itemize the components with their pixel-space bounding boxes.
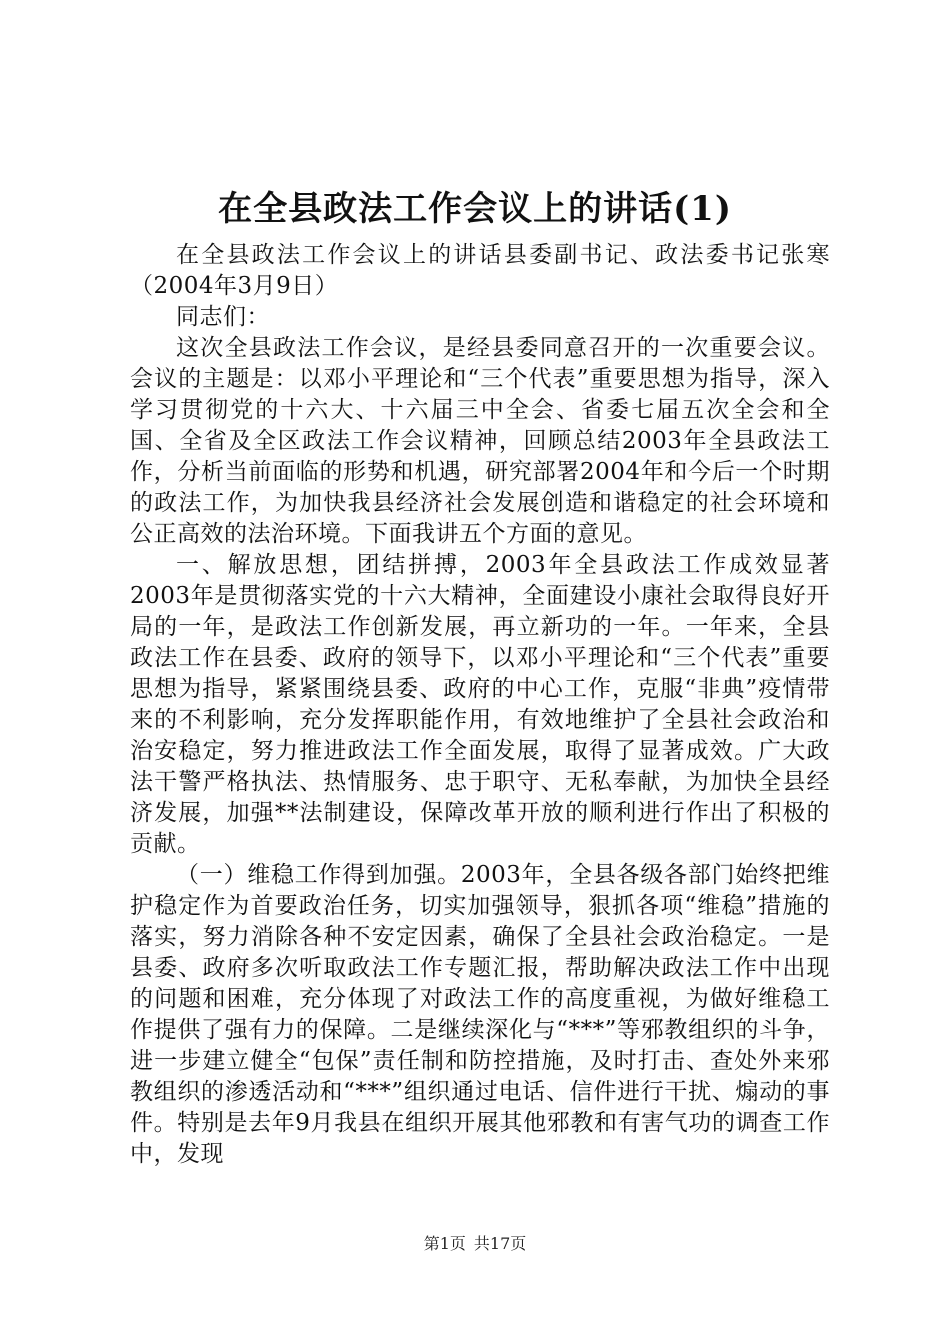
salutation: 同志们： — [176, 304, 270, 330]
page-total: 共17页 — [473, 1234, 527, 1253]
speaker-line: 在全县政法工作会议上的讲话县委副书记、政法委书记张寒（2004年3月9日） — [130, 242, 830, 299]
document-body — [130, 240, 830, 1170]
page-number: 第1页 — [423, 1234, 466, 1253]
body-paragraph: 这次全县政法工作会议，是经县委同意召开的一次重要会议。会议的主题是：以邓小平理论和“三个代表”重要思想为指导，深入学习贯彻党的十六大、十六届三中全会、省委七届五次全会和全国、全省及全区政法工作会议精神，回顾总结2003年全县政法工作，分析当前面临的形势和机遇，研究部署2004年和今后一个时期的政法工作，为加快我县经济社会发展创造和谐稳定的社会环境和公正高效的法治环境。下面我讲五个方面的意见。 — [130, 335, 830, 547]
body-paragraph: （一）维稳工作得到加强。2003年，全县各级各部门始终把维护稳定作为首要政治任务，切实加强领导，狠抓各项“维稳”措施的落实，努力消除各种不安定因素，确保了全县社会政治稳定。一是县委、政府多次听取政法工作专题汇报，帮助解决政法工作中出现的问题和困难，充分体现了对政法工作的高度重视，为做好维稳工作提供了强有力的保障。二是继续深化与“***”等邪教组织的斗争，进一步建立健全“包保”责任制和防控措施，及时打击、查处外来邪教组织的渗透活动和“***”组织通过电话、信件进行干扰、煽动的事件。特别是去年9月我县在组织开展其他邪教和有害气功的调查工作中，发现 — [130, 862, 830, 1167]
body-paragraph: 一、解放思想，团结拼搏，2003年全县政法工作成效显著2003年是贯彻落实党的十六大精神，全面建设小康社会取得良好开局的一年，是政法工作创新发展，再立新功的一年。一年来，全县政法工作在县委、政府的领导下，以邓小平理论和“三个代表”重要思想为指导，紧紧围绕县委、政府的中心工作，克服“非典”疫情带来的不利影响，充分发挥职能作用，有效地维护了全县社会政治和治安稳定，努力推进政法工作全面发展，取得了显著成效。广大政法干警严格执法、热情服务、忠于职守、无私奉献，为加快全县经济发展，加强**法制建设，保障改革开放的顺利进行作出了积极的贡献。 — [130, 552, 830, 857]
document-title: 在全县政法工作会议上的讲话(1) — [218, 189, 732, 229]
page-footer — [0, 1233, 950, 1255]
